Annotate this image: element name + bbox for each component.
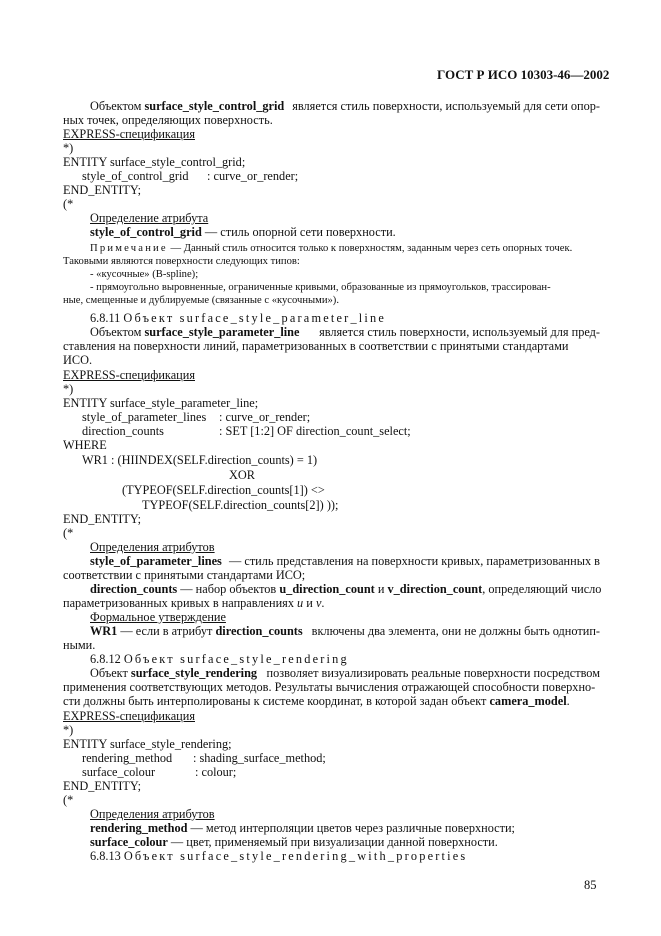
code-line: (TYPEOF(SELF.direction_counts[1]) <>: [122, 483, 325, 497]
attribute-definition: style_of_parameter_lines — стиль представления на поверхности кривых, параметризованных в: [90, 554, 600, 568]
attribute-definition: rendering_method — метод интерполяции цветов через различные поверхности;: [90, 821, 515, 835]
paragraph-line: ных точек, определяющих поверхность.: [63, 113, 273, 127]
attribute-definitions-heading: Определения атрибутов: [90, 540, 215, 554]
attribute-definition: surface_colour — цвет, применяемый при визуализации данной поверхности.: [90, 835, 498, 849]
express-spec-heading: EXPRESS-спецификация: [63, 127, 195, 141]
code-line: style_of_control_grid: [82, 169, 189, 183]
note-line: Примечание — Данный стиль относится только к поверхностям, заданным через сеть опорных точек.: [90, 243, 573, 254]
code-line: END_ENTITY;: [63, 779, 142, 793]
paragraph-line: сти должны быть интерполированы к системе координат, в которой задан объект camera_model.: [63, 694, 570, 708]
code-line: (*: [63, 526, 74, 540]
code-line: TYPEOF(SELF.direction_counts[2]) ));: [142, 498, 339, 512]
code-line: ENTITY surface_style_rendering;: [63, 737, 232, 751]
code-line: rendering_method: [82, 751, 173, 765]
code-line: ENTITY surface_style_control_grid;: [63, 155, 246, 169]
code-line: direction_counts: [82, 424, 164, 438]
express-spec-heading: EXPRESS-спецификация: [63, 709, 195, 723]
attribute-definitions-heading: Определения атрибутов: [90, 807, 215, 821]
note-line: ные, смещенные и дублируемые (связанные с «кусочными»).: [63, 295, 339, 306]
code-line: END_ENTITY;: [63, 183, 142, 197]
note-line: - «кусочные» (B-spline);: [90, 269, 199, 280]
code-line: style_of_parameter_lines: [82, 410, 207, 424]
code-line: ENTITY surface_style_parameter_line;: [63, 396, 259, 410]
formal-proposition: ными.: [63, 638, 96, 652]
attribute-definition: параметризованных кривых в направлениях u и v.: [63, 596, 325, 610]
code-line: *): [63, 141, 74, 155]
section-heading: 6.8.13 Объект surface_style_rendering_with_properties: [90, 849, 468, 863]
attribute-definition: style_of_control_grid — стиль опорной сети поверхности.: [90, 225, 396, 239]
express-spec-heading: EXPRESS-спецификация: [63, 368, 195, 382]
paragraph-line: Объектом surface_style_parameter_line является стиль поверхности, используемый для пред-: [90, 325, 600, 339]
attribute-definition-heading: Определение атрибута: [90, 211, 209, 225]
paragraph-line: применения соответствующих методов. Результаты вычисления отражающей способности поверхно-: [63, 680, 596, 694]
section-heading: 6.8.11 Объект surface_style_parameter_line: [90, 311, 387, 325]
formal-proposition: WR1 — если в атрибут direction_counts включены два элемента, они не должны быть однотип-: [90, 624, 600, 638]
code-line: surface_colour: [82, 765, 156, 779]
code-line: (*: [63, 793, 74, 807]
code-line: XOR: [229, 468, 255, 482]
formal-proposition-heading: Формальное утверждение: [90, 610, 226, 624]
page-number: 85: [584, 878, 597, 892]
code-line: *): [63, 723, 74, 737]
attribute-definition: соответствии с принятыми стандартами ИСО;: [63, 568, 306, 582]
code-line: END_ENTITY;: [63, 512, 142, 526]
code-line: : SET [1:2] OF direction_count_select;: [219, 424, 411, 438]
note-line: - прямоугольно выровненные, ограниченные кривыми, образованные из прямоугольков, трассирован-: [90, 282, 551, 293]
code-line: (*: [63, 197, 74, 211]
code-line: : colour;: [195, 765, 237, 779]
paragraph-line: ставления на поверхности линий, параметризованных в соответствии с принятыми стандартами: [63, 339, 569, 353]
page-header: ГОСТ Р ИСО 10303-46—2002: [437, 67, 610, 82]
section-heading: 6.8.12 Объект surface_style_rendering: [90, 652, 349, 666]
paragraph-line: Объектом surface_style_control_grid является стиль поверхности, используемый для сети опор-: [90, 99, 600, 113]
code-line: : curve_or_render;: [219, 410, 311, 424]
code-line: : shading_surface_method;: [193, 751, 326, 765]
attribute-definition: direction_counts — набор объектов u_direction_count и v_direction_count , определяющий число: [90, 582, 602, 596]
paragraph-line: ИСО.: [63, 353, 93, 367]
code-line: *): [63, 382, 74, 396]
code-line: WR1 : (HIINDEX(SELF.direction_counts) = 1): [82, 453, 318, 467]
note-line: Таковыми являются поверхности следующих типов:: [63, 256, 300, 267]
code-line: : curve_or_render;: [207, 169, 299, 183]
paragraph-line: Объект surface_style_rendering позволяет визуализировать реальные поверхности посредством: [90, 666, 600, 680]
code-line: WHERE: [63, 438, 107, 452]
